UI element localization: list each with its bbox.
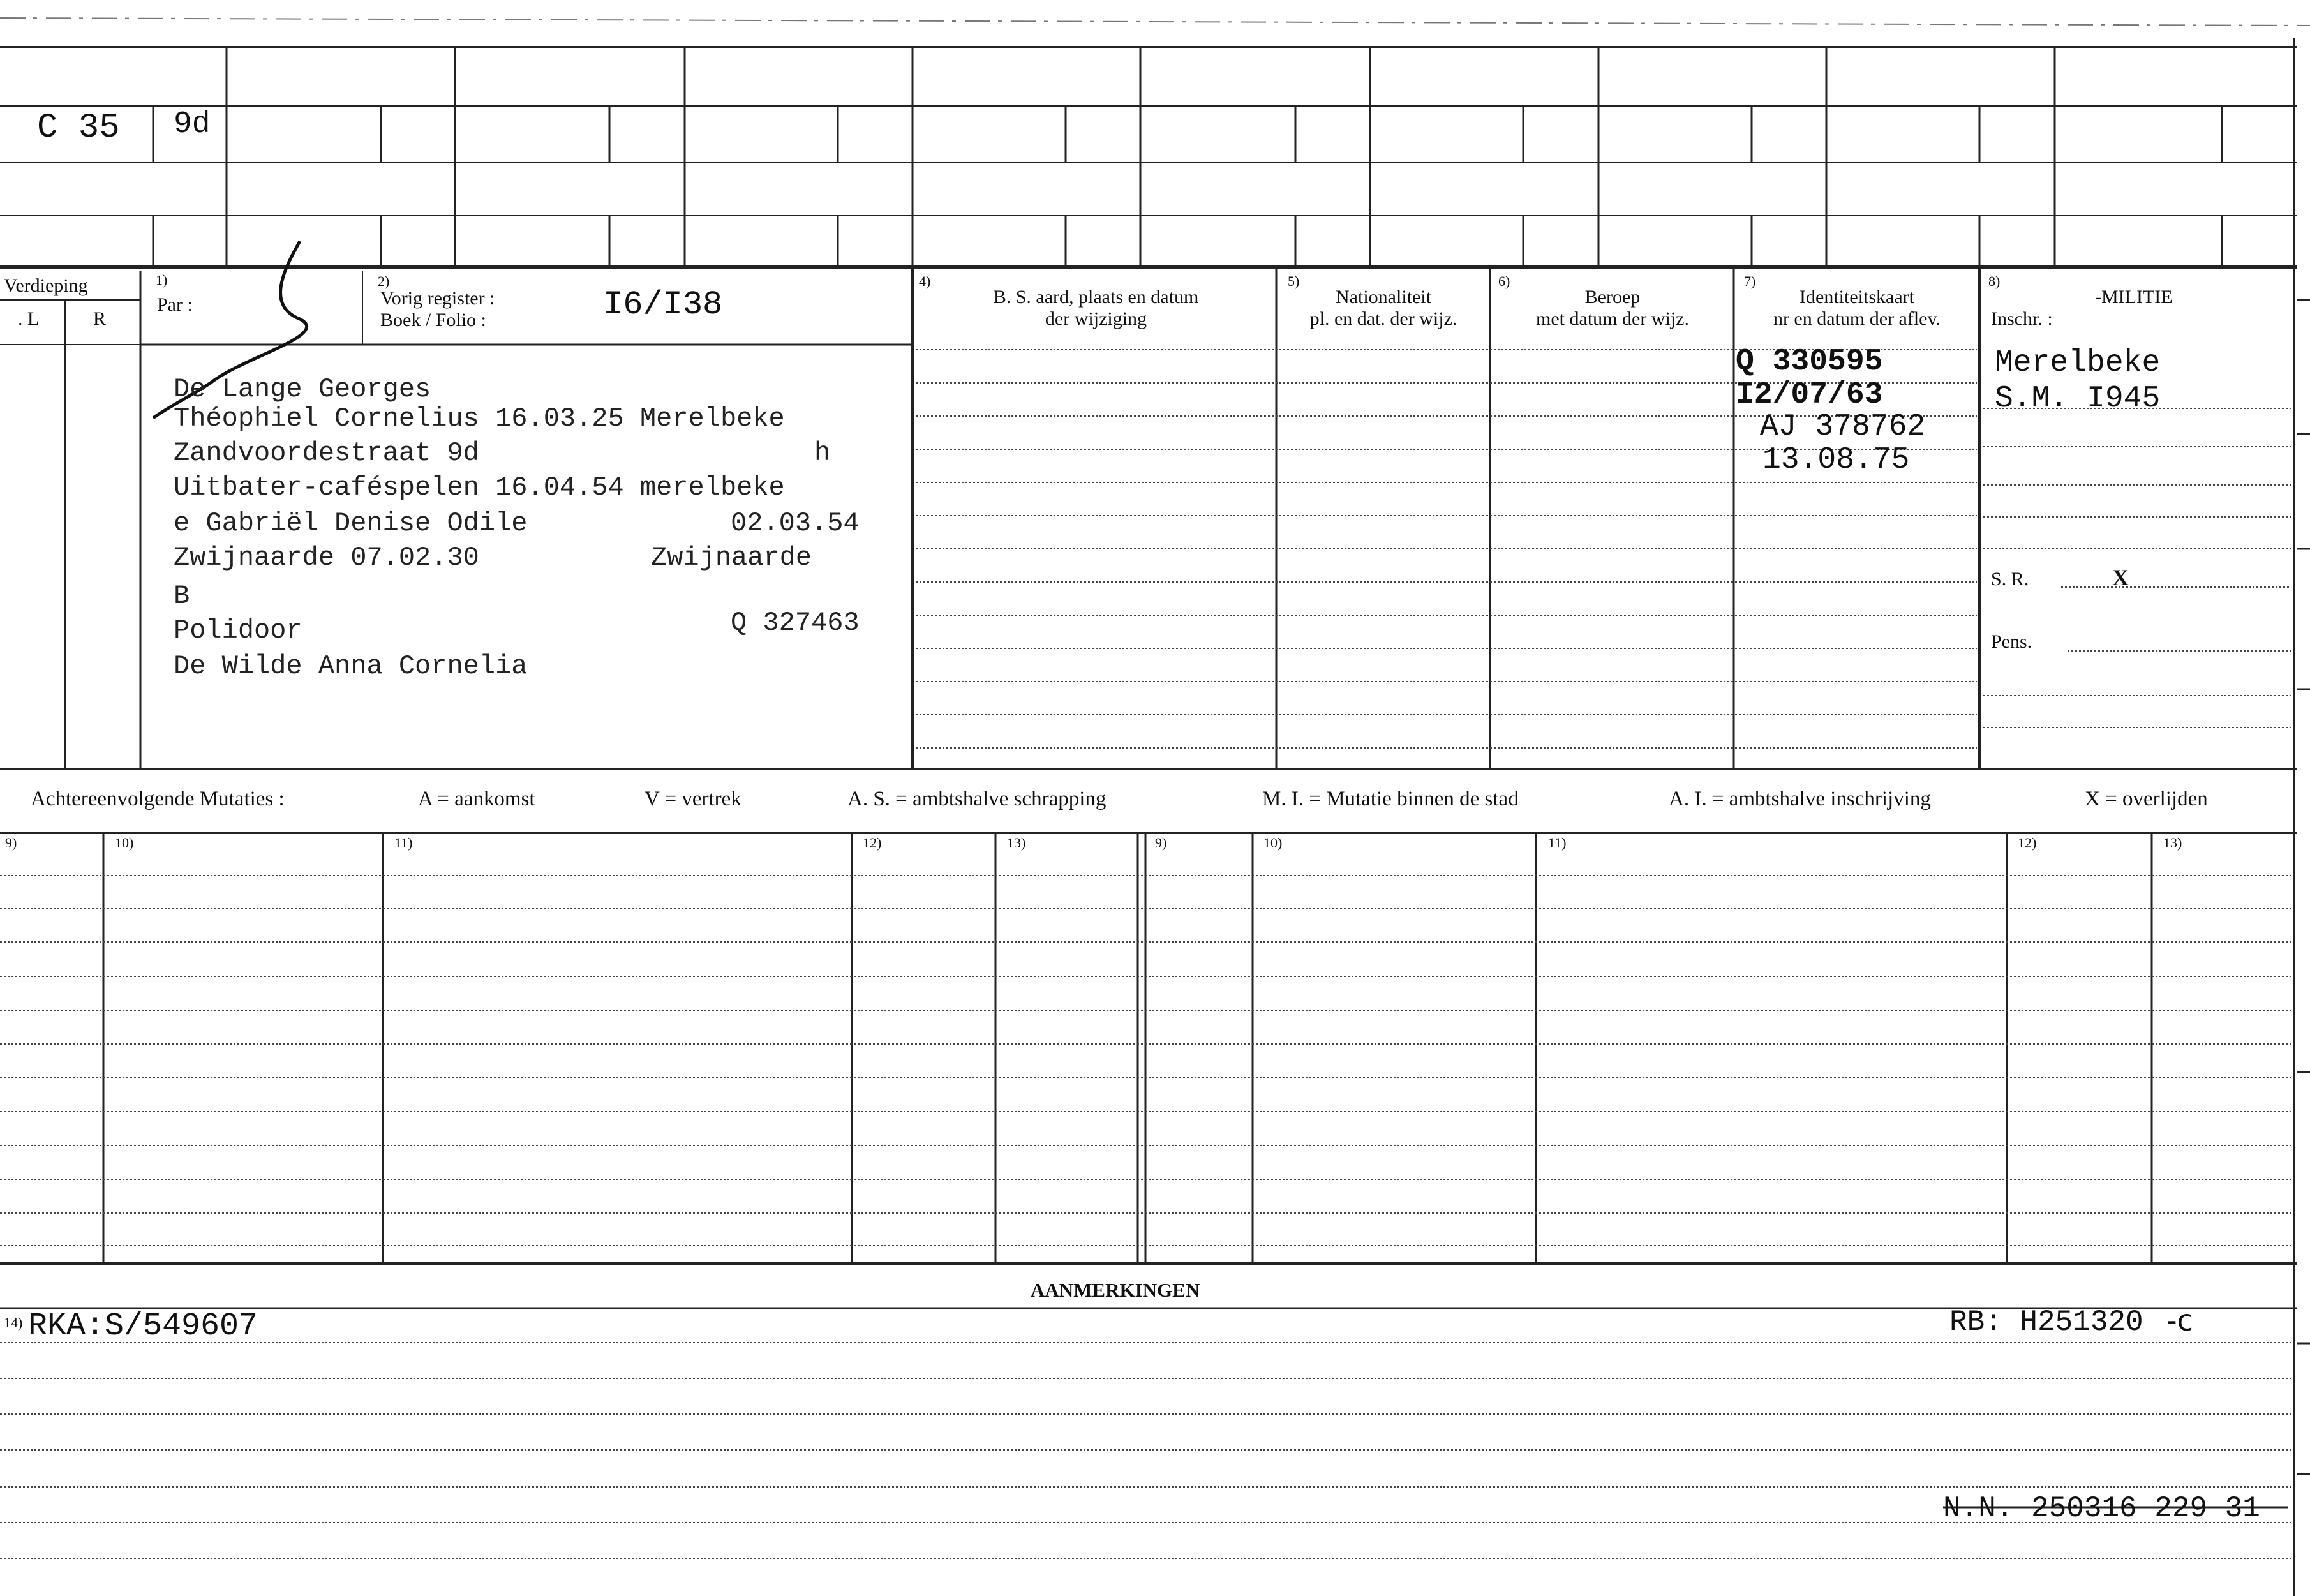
militia-place: Merelbeke (1995, 346, 2161, 380)
sr-label: S. R. (1991, 569, 2029, 590)
mut-col-10-left: 10) (115, 835, 134, 851)
legend-death: X = overlijden (2085, 787, 2208, 810)
col6-number: 6) (1498, 273, 1510, 289)
legend-internal-move: M. I. = Mutatie binnen de stad (1262, 787, 1519, 810)
col2-number: 2) (378, 273, 390, 289)
person-occupation: Uitbater-caféspelen 16.04.54 merelbeke (174, 472, 785, 503)
col6-header-line1: Beroep (1584, 287, 1641, 308)
spouse-birth: Zwijnaarde 07.02.30 (174, 542, 479, 573)
mut-col-11-right: 11) (1548, 835, 1567, 851)
mut-col-9-right: 9) (1155, 835, 1167, 851)
col5-header-line2: pl. en dat. der wijz. (1309, 308, 1457, 329)
id-date-1: I2/07/63 (1736, 378, 1883, 412)
mut-col-11-left: 11) (394, 835, 413, 851)
col8-number: 8) (1988, 273, 2001, 289)
person-address-note: h (814, 438, 831, 468)
sr-value: X (2112, 565, 2129, 590)
col7-header-line2: nr en datum der aflev. (1773, 308, 1941, 329)
col7-number: 7) (1744, 273, 1756, 289)
marriage-date: 02.03.54 (731, 508, 860, 539)
remarks-title: AANMERKINGEN (1031, 1279, 1200, 1301)
pens-label: Pens. (1991, 631, 2032, 652)
verdieping-label: Verdieping (4, 275, 88, 296)
register-code: C 35 (37, 108, 120, 147)
house-number: 9d (174, 107, 211, 142)
boek-folio-label: Boek / Folio : (380, 310, 486, 331)
id-card-2: AJ 378762 (1760, 410, 1926, 444)
par-label: Par : (157, 294, 193, 315)
col5-number: 5) (1288, 273, 1300, 289)
mut-col-13-left: 13) (1007, 835, 1026, 851)
person-address: Zandvoordestraat 9d (174, 438, 479, 468)
col4-number: 4) (919, 273, 931, 289)
militie-label: -MILITIE (2095, 287, 2173, 308)
rb-suffix: -c (2166, 1303, 2193, 1338)
mut-col-13-right: 13) (2163, 835, 2182, 851)
remarks-number: 14) (4, 1315, 23, 1331)
militia-sm: S.M. I945 (1995, 382, 2161, 416)
col6-header-line2: met datum der wijz. (1536, 308, 1689, 329)
mut-col-12-left: 12) (863, 835, 882, 851)
mother-name: De Wilde Anna Cornelia (174, 651, 528, 682)
legend-ex-officio-removal: A. S. = ambtshalve schrapping (847, 787, 1107, 810)
spouse-birth-place: Zwijnaarde (651, 542, 812, 573)
mut-col-12-right: 12) (2018, 835, 2037, 851)
rb-number: RB: H251320 (1949, 1306, 2143, 1339)
inschr-label: Inschr. : (1991, 308, 2053, 329)
floor-l-label: . L (18, 308, 40, 329)
vorig-register-value: I6/I38 (603, 286, 723, 324)
rka-number: RKA:S/549607 (28, 1308, 258, 1345)
vorig-register-label: Vorig register : (380, 288, 495, 309)
person-name: De Lange Georges (174, 374, 431, 405)
mut-col-9-left: 9) (5, 835, 17, 851)
spouse-name: e Gabriël Denise Odile (174, 508, 528, 539)
col4-header-line2: der wijziging (1045, 308, 1147, 329)
nationality-letter: B (174, 581, 190, 611)
legend-arrival: A = aankomst (418, 787, 535, 810)
person-birth: Théophiel Cornelius 16.03.25 Merelbeke (174, 403, 785, 434)
mut-col-10-right: 10) (1263, 835, 1283, 851)
col7-header-line1: Identiteitskaart (1800, 287, 1914, 308)
father-name: Polidoor (174, 615, 302, 646)
col1-number: 1) (156, 272, 168, 288)
legend-ex-officio-registration: A. I. = ambtshalve inschrijving (1669, 787, 1931, 810)
legend-departure: V = vertrek (645, 787, 741, 810)
father-id: Q 327463 (731, 608, 860, 638)
mutations-title: Achtereenvolgende Mutaties : (31, 787, 285, 810)
id-card-1: Q 330595 (1736, 345, 1883, 379)
id-date-2: 13.08.75 (1762, 443, 1910, 477)
col5-header-line1: Nationaliteit (1336, 287, 1431, 308)
col4-header-line1: B. S. aard, plaats en datum (993, 287, 1199, 308)
national-number: N.N. 250316 229 31 (1943, 1492, 2260, 1525)
floor-r-label: R (93, 308, 107, 329)
